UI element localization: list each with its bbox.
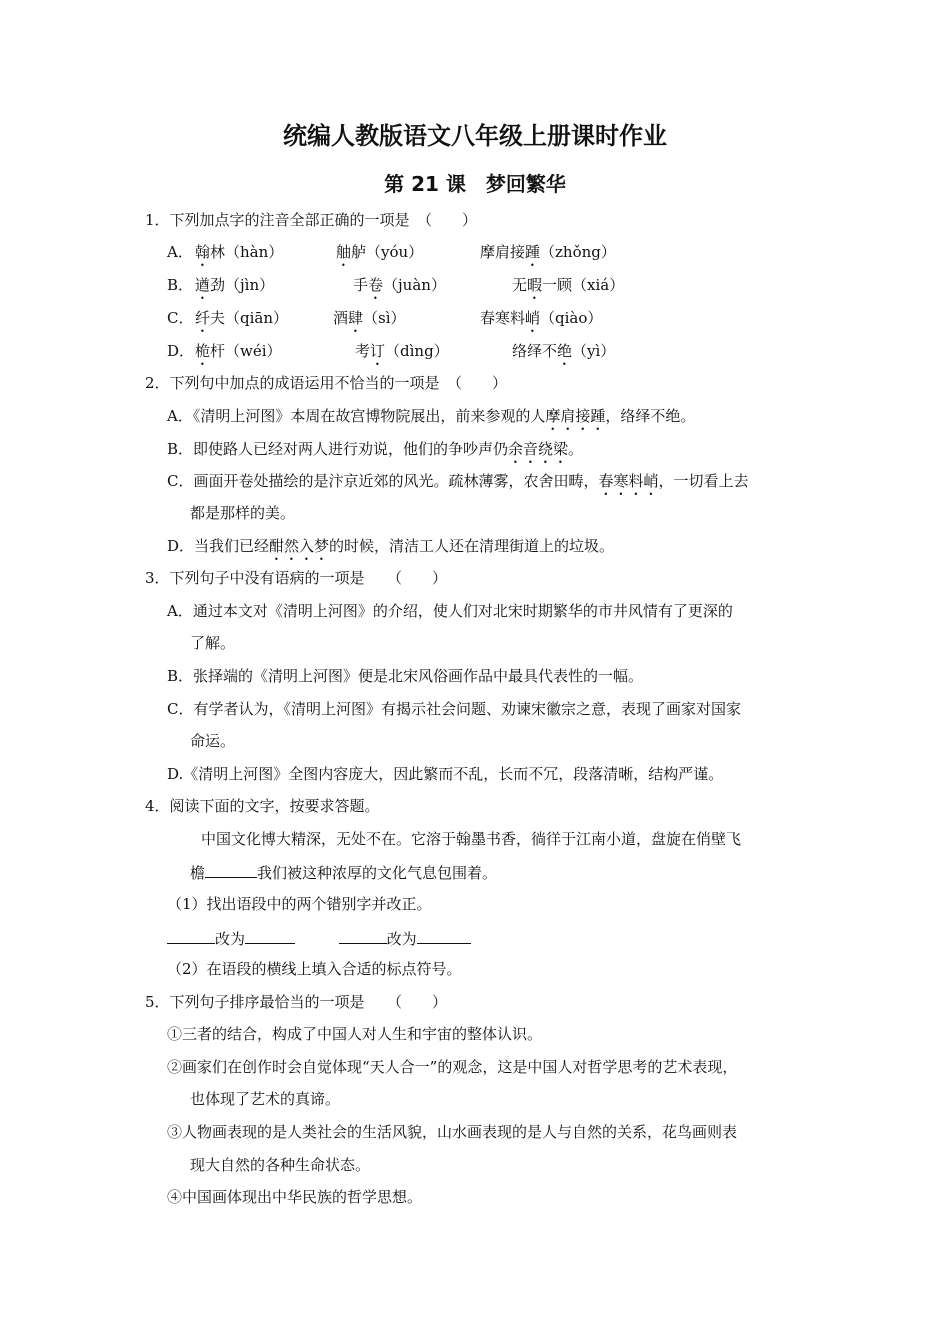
q4-subquestion-1: （1）找出语段中的两个错别字并改正。 bbox=[167, 895, 432, 913]
q5-sentence-2-cont: 也体现了艺术的真谛。 bbox=[190, 1090, 341, 1108]
q1-option-d-label: D． bbox=[167, 342, 195, 360]
q4-subquestion-2: （2）在语段的横线上填入合适的标点符号。 bbox=[167, 960, 462, 978]
q1-option-a-label: A． bbox=[167, 243, 193, 261]
passage-blank[interactable] bbox=[205, 861, 257, 878]
q1-option-b-item-3: 无暇一顾（xiá） bbox=[512, 276, 625, 294]
q2-option-c-cont: 都是那样的美。 bbox=[190, 504, 296, 522]
q4-passage: 中国文化博大精深，无处不在。它溶于翰墨书香，徜徉于江南小道，盘旋在俏壁飞 bbox=[201, 830, 742, 848]
q3-option-a: A．通过本文对《清明上河图》的介绍，使人们对北宋时期繁华的市井风情有了更深的 bbox=[167, 602, 733, 620]
q3-option-c-cont: 命运。 bbox=[190, 732, 236, 750]
q2-option-a: A．《清明上河图》本周在故宫博物院展出，前来参观的人摩肩接踵，络绎不绝。 bbox=[167, 407, 696, 425]
q2-option-d: D．当我们已经酣然入梦的时候，清洁工人还在清理街道上的垃圾。 bbox=[167, 537, 615, 555]
q1-option-c-item-1: 纤夫（qiān） bbox=[195, 309, 289, 327]
q1-option-c-item-2: 酒肆（sì） bbox=[333, 309, 406, 327]
q3-option-a-cont: 了解。 bbox=[190, 634, 236, 652]
q3-option-b: B．张择端的《清明上河图》便是北宋风俗画作品中最具代表性的一幅。 bbox=[167, 667, 644, 685]
question-2-stem: 2．下列句中加点的成语运用不恰当的一项是 （ ） bbox=[145, 374, 508, 392]
answer-blank-correct-2[interactable] bbox=[417, 927, 471, 944]
q3-option-d: D.《清明上河图》全图内容庞大，因此繁而不乱，长而不冗，段落清晰，结构严谨。 bbox=[167, 765, 724, 783]
q1-option-a-item-1: 翰林（hàn） bbox=[195, 243, 284, 261]
lesson-title: 第 21 课 梦回繁华 bbox=[384, 172, 566, 196]
q5-sentence-1: ①三者的结合，构成了中国人对人生和宇宙的整体认识。 bbox=[167, 1025, 543, 1043]
q1-option-d-item-2: 考订（dìng） bbox=[355, 342, 449, 360]
q4-passage-cont: 檐 我们被这种浓厚的文化气息包围着。 bbox=[190, 861, 497, 883]
q5-sentence-3-cont: 现大自然的各种生命状态。 bbox=[190, 1156, 371, 1174]
q3-option-c: C．有学者认为，《清明上河图》有揭示社会问题、劝谏宋徽宗之意，表现了画家对国家 bbox=[167, 700, 741, 718]
q5-sentence-4: ④中国画体现出中华民族的哲学思想。 bbox=[167, 1188, 423, 1206]
q1-option-c-item-3: 春寒料峭（qiào） bbox=[480, 309, 603, 327]
question-5-stem: 5．下列句子排序最恰当的一项是 （ ） bbox=[145, 993, 448, 1011]
question-3-stem: 3．下列句子中没有语病的一项是 （ ） bbox=[145, 569, 448, 587]
q5-sentence-3: ③人物画表现的是人类社会的生活风貌，山水画表现的是人与自然的关系，花鸟画则表 bbox=[167, 1123, 738, 1141]
question-4-stem: 4．阅读下面的文字，按要求答题。 bbox=[145, 797, 380, 815]
answer-blank-wrong-1[interactable] bbox=[167, 927, 215, 944]
q5-sentence-2: ②画家们在创作时会自觉体现“天人合一”的观念，这是中国人对哲学思考的艺术表现， bbox=[167, 1058, 738, 1076]
question-1-stem: 1．下列加点字的注音全部正确的一项是 （ ） bbox=[145, 211, 478, 229]
q1-option-d-item-3: 络绎不绝（yì） bbox=[512, 342, 616, 360]
q2-option-b: B．即使路人已经对两人进行劝说，他们的争吵声仍余音绕梁。 bbox=[167, 440, 584, 458]
q1-option-a-item-2: 舳舻（yóu） bbox=[336, 243, 424, 261]
q1-option-d-item-1: 桅杆（wéi） bbox=[195, 342, 282, 360]
q1-option-a-item-3: 摩肩接踵（zhǒng） bbox=[480, 243, 616, 261]
q2-option-c: C．画面开卷处描绘的是汴京近郊的风光。疏林薄雾，农舍田畴，春寒料峭，一切看上去 bbox=[167, 472, 749, 490]
answer-blank-wrong-2[interactable] bbox=[339, 927, 387, 944]
q1-option-c-label: C． bbox=[167, 309, 194, 327]
q1-option-b-item-2: 手卷（juàn） bbox=[353, 276, 446, 294]
q1-option-b-label: B． bbox=[167, 276, 194, 294]
page-title: 统编人教版语文八年级上册课时作业 bbox=[283, 122, 667, 150]
q4-answer-line: 改为 改为 bbox=[167, 927, 471, 949]
q1-option-b-item-1: 遒劲（jìn） bbox=[195, 276, 275, 294]
answer-blank-correct-1[interactable] bbox=[245, 927, 295, 944]
